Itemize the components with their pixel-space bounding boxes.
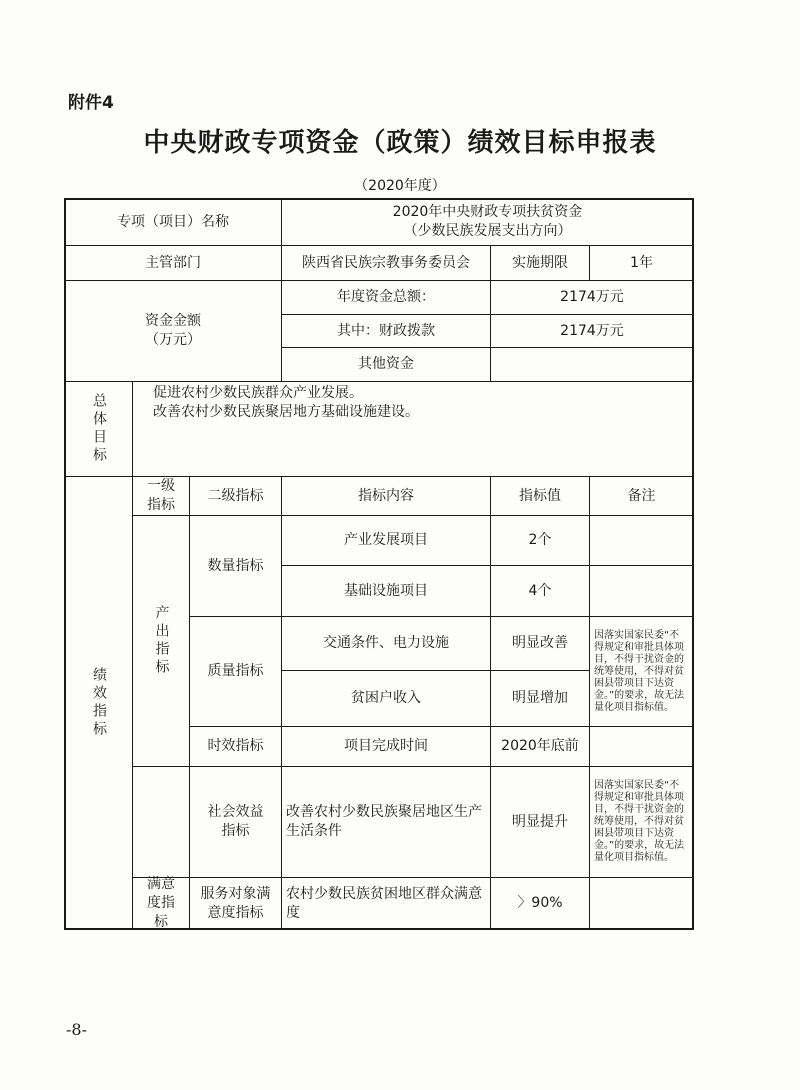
ql2-content: 贫困户收入 bbox=[281, 670, 491, 727]
quality-label: 质量指标 bbox=[189, 616, 282, 727]
perf-label: 绩效指标 bbox=[91, 667, 107, 739]
period-label: 实施期限 bbox=[490, 245, 590, 281]
ql2-value: 明显增加 bbox=[490, 670, 590, 727]
q1-value: 2个 bbox=[490, 515, 590, 566]
time-content: 项目完成时间 bbox=[281, 726, 491, 767]
ql1-content: 交通条件、电力设施 bbox=[281, 616, 491, 671]
service-label: 服务对象满意度指标 bbox=[189, 877, 282, 930]
social-value: 明显提升 bbox=[490, 766, 590, 878]
time-value: 2020年底前 bbox=[490, 726, 590, 767]
col-level1: 一级指标 bbox=[132, 476, 190, 516]
satisfaction-label: 满意度指标 bbox=[132, 877, 190, 930]
output-label-cell bbox=[132, 515, 190, 767]
col-value: 指标值 bbox=[490, 476, 590, 516]
q1-content: 产业发展项目 bbox=[281, 515, 491, 566]
goal-line1: 促进农村少数民族群众产业发展。 bbox=[153, 385, 363, 401]
total-value: 2174万元 bbox=[490, 280, 694, 315]
quantity-label: 数量指标 bbox=[189, 515, 282, 617]
fiscal-value: 2174万元 bbox=[490, 314, 694, 348]
service-remark bbox=[589, 877, 694, 930]
q2-remark bbox=[589, 565, 694, 617]
goal-line2: 改善农村少数民族聚居地方基础设施建设。 bbox=[153, 404, 419, 420]
period-value: 1年 bbox=[589, 245, 694, 281]
page-number: -8- bbox=[66, 1020, 87, 1039]
project-name-cell bbox=[281, 198, 694, 246]
attachment-label: 附件4 bbox=[68, 93, 114, 113]
time-label: 时效指标 bbox=[189, 726, 282, 767]
col-remark: 备注 bbox=[589, 476, 694, 516]
time-remark bbox=[589, 726, 694, 767]
fund-label-cell bbox=[64, 280, 282, 382]
social-note: 因落实国家民委“不得规定和审批具体项目，不得干扰资金的统筹使用，不得对贫困县带项目下达资金。”的要求，故无法量化项目指标值。 bbox=[589, 766, 694, 878]
quality-note: 因落实国家民委“不得规定和审批具体项目，不得干扰资金的统筹使用，不得对贫困县带项目下达资金。”的要求，故无法量化项目指标值。 bbox=[589, 616, 694, 727]
q1-remark bbox=[589, 515, 694, 566]
dept-value: 陕西省民族宗教事务委员会 bbox=[281, 245, 491, 281]
q2-content: 基础设施项目 bbox=[281, 565, 491, 617]
other-label: 其他资金 bbox=[281, 347, 491, 382]
perf-label-cell bbox=[64, 476, 133, 930]
total-label: 年度资金总额： bbox=[281, 280, 491, 315]
social-content: 改善农村少数民族聚居地区生产生活条件 bbox=[281, 766, 491, 878]
project-name-line2: （少数民族发展支出方向） bbox=[403, 223, 572, 239]
social-label: 社会效益指标 bbox=[189, 766, 282, 878]
year-label: （2020年度） bbox=[354, 178, 446, 194]
service-content: 农村少数民族贫困地区群众满意度 bbox=[281, 877, 491, 930]
goal-label: 总体目标 bbox=[91, 393, 107, 465]
output-label: 产出指标 bbox=[153, 605, 170, 677]
goal-content bbox=[132, 381, 694, 477]
page-title: 中央财政专项资金（政策）绩效目标申报表 bbox=[143, 128, 657, 158]
other-value bbox=[490, 347, 694, 382]
col-level2: 二级指标 bbox=[189, 476, 282, 516]
project-name-line1: 2020年中央财政专项扶贫资金 bbox=[392, 204, 583, 220]
dept-label: 主管部门 bbox=[64, 245, 282, 281]
ql1-value: 明显改善 bbox=[490, 616, 590, 671]
service-value: 〉90% bbox=[490, 877, 590, 930]
project-name-label: 专项（项目）名称 bbox=[64, 198, 282, 246]
effect-label-cell bbox=[132, 766, 190, 878]
q2-value: 4个 bbox=[490, 565, 590, 617]
goal-label-cell bbox=[64, 381, 133, 477]
fund-label: 资金金额 bbox=[145, 313, 201, 329]
fund-unit: （万元） bbox=[145, 332, 201, 348]
col-content: 指标内容 bbox=[281, 476, 491, 516]
fiscal-label: 其中：财政拨款 bbox=[281, 314, 491, 348]
